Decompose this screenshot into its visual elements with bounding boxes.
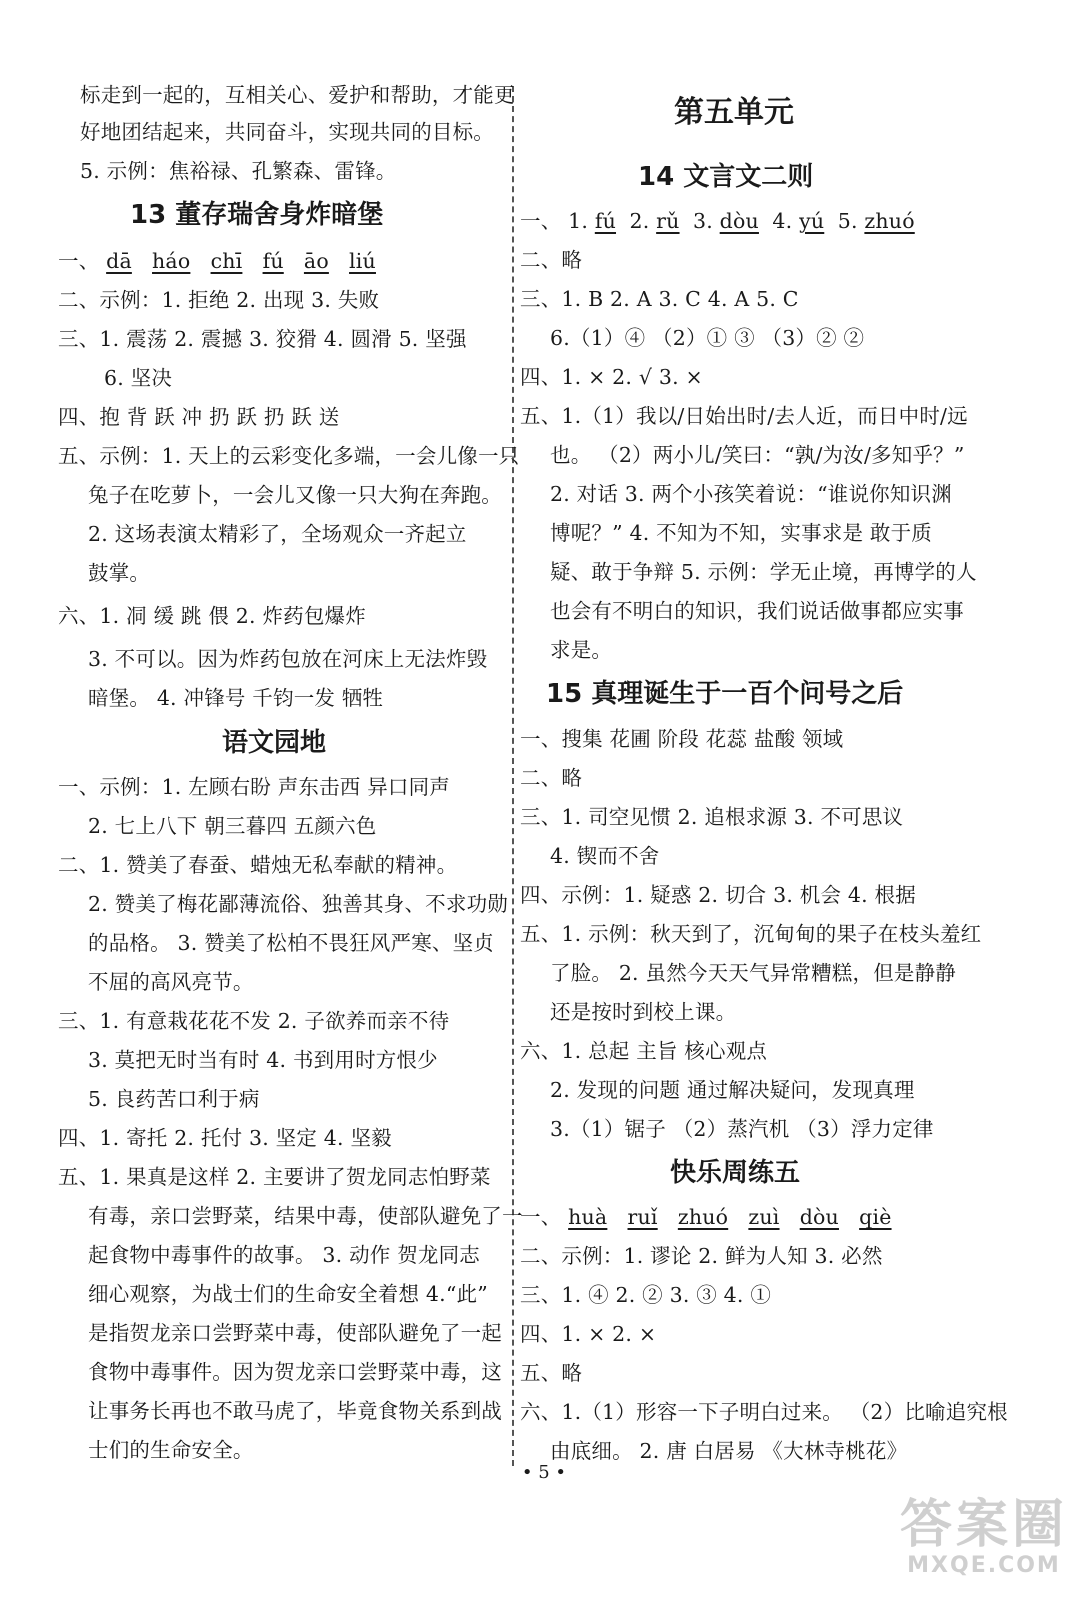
section-heading-weekly: 快乐周练五 xyxy=(670,1158,801,1188)
answer-row: 细心观察，为战士们的生命安全着想 4.“此” xyxy=(88,1282,488,1306)
answer-row: 的品格。 3. 赞美了松柏不畏狂风严寒、坚贞 xyxy=(88,931,494,955)
answer-row-pinyin xyxy=(58,246,376,276)
row-prefix: 一、 xyxy=(58,249,100,273)
pinyin: āo xyxy=(303,249,329,273)
answer-row: 三、1. 有意栽花花不发 2. 子欲养而亲不待 xyxy=(58,1009,450,1033)
section-heading-13: 13 董存瑞舍身炸暗堡 xyxy=(130,200,384,230)
answer-row: 四、抱 背 跃 冲 扔 跃 扔 跃 送 xyxy=(58,405,340,429)
answer-row-pinyin xyxy=(520,206,915,236)
answer-row: 一、搜集 花圃 阶段 花蕊 盐酸 领域 xyxy=(520,727,844,751)
answer-row: 四、1. × 2. × xyxy=(520,1322,657,1346)
item-number: 1. xyxy=(568,209,589,233)
pinyin: dā xyxy=(106,249,132,273)
answer-row: 三、1. ④ 2. ② 3. ③ 4. ① xyxy=(520,1283,772,1307)
answer-row: 2. 这场表演太精彩了，全场观众一齐起立 xyxy=(88,522,467,546)
answer-row: 2. 七上八下 朝三暮四 五颜六色 xyxy=(88,814,377,838)
pinyin: zhuó xyxy=(677,1205,729,1229)
section-heading-yuwen: 语文园地 xyxy=(222,728,327,758)
pinyin: dòu xyxy=(719,209,759,233)
answer-row: 二、略 xyxy=(520,766,583,790)
answer-row: 不屈的高风亮节。 xyxy=(88,970,254,994)
answer-row: 四、示例：1. 疑惑 2. 切合 3. 机会 4. 根据 xyxy=(520,883,916,907)
answer-row: 是指贺龙亲口尝野菜中毒，使部队避免了一起 xyxy=(88,1321,502,1345)
answer-row: 6. 坚决 xyxy=(104,366,173,390)
answer-row: 五、示例：1. 天上的云彩变化多端，一会儿像一只 xyxy=(58,444,520,468)
answer-row: 一、示例：1. 左顾右盼 声东击西 异口同声 xyxy=(58,775,451,799)
answer-row: 6.（1）④ （2）① ③ （3）② ② xyxy=(550,326,865,350)
answer-row: 三、1. 震荡 2. 震撼 3. 狡猾 4. 圆滑 5. 坚强 xyxy=(58,327,467,351)
section-heading-14: 14 文言文二则 xyxy=(638,162,814,192)
answer-row: 二、示例：1. 拒绝 2. 出现 3. 失败 xyxy=(58,288,380,312)
pinyin: zuì xyxy=(748,1205,780,1229)
answer-row: 有毒，亲口尝野菜，结果中毒，使部队避免了一 xyxy=(88,1204,523,1228)
row-prefix: 一、 xyxy=(520,209,562,233)
answer-row: 二、1. 赞美了春蚕、蜡烛无私奉献的精神。 xyxy=(58,853,458,877)
answer-row: 三、1. B 2. A 3. C 4. A 5. C xyxy=(520,287,799,311)
answer-row: 也。 （2）两小儿/笑曰：“孰/为汝/多知乎？” xyxy=(550,443,965,467)
answer-row: 4. 锲而不舍 xyxy=(550,844,660,868)
answer-row: 3. 莫把无时当有时 4. 书到用时方恨少 xyxy=(88,1048,438,1072)
item-number: 2. xyxy=(629,209,650,233)
pinyin: huà xyxy=(568,1205,608,1229)
answer-row: 食物中毒事件。因为贺龙亲口尝野菜中毒，这 xyxy=(88,1360,502,1384)
watermark-logo: 答案圈 xyxy=(899,1495,1068,1555)
answer-row: 暗堡。 4. 冲锋号 千钧一发 牺牲 xyxy=(88,686,384,710)
answer-row: 起食物中毒事件的故事。 3. 动作 贺龙同志 xyxy=(88,1243,481,1267)
answer-row: 5. 良药苦口利于病 xyxy=(88,1087,260,1111)
answer-row: 求是。 xyxy=(550,638,613,662)
answer-row: 五、1. 果真是这样 2. 主要讲了贺龙同志怕野菜 xyxy=(58,1165,491,1189)
answer-row: 博呢？” 4. 不知为不知，实事求是 敢于质 xyxy=(550,521,932,545)
watermark-url: MXQE.COM xyxy=(907,1553,1061,1578)
answer-row: 还是按时到校上课。 xyxy=(550,1000,737,1024)
answer-row: 五、1.（1）我以/日始出时/去人近，而日中时/远 xyxy=(520,404,968,428)
pinyin: fú xyxy=(594,209,617,233)
answer-row: 了脸。 2. 虽然今天天气异常糟糕，但是静静 xyxy=(550,961,956,985)
section-heading-15: 15 真理诞生于一百个问号之后 xyxy=(546,679,904,709)
answer-row: 五、1. 示例：秋天到了，沉甸甸的果子在枝头羞红 xyxy=(520,922,982,946)
text-line: 标走到一起的，互相关心、爱护和帮助，才能更 xyxy=(80,83,515,107)
answer-row: 六、1.（1）形容一下子明白过来。 （2）比喻追究根 xyxy=(520,1400,1008,1424)
row-prefix: 一、 xyxy=(520,1205,562,1229)
answer-row: 3. 不可以。因为炸药包放在河床上无法炸毁 xyxy=(88,647,488,671)
answer-row: 士们的生命安全。 xyxy=(88,1438,254,1462)
answer-row: 兔子在吃萝卜，一会儿又像一只大狗在奔跑。 xyxy=(88,483,502,507)
pinyin: fú xyxy=(262,249,284,273)
pinyin: liú xyxy=(349,249,376,273)
pinyin: zhuó xyxy=(864,209,915,233)
item-number: 4. xyxy=(772,209,793,233)
answer-row: 也会有不明白的知识，我们说话做事都应实事 xyxy=(550,599,964,623)
answer-row: 四、1. 寄托 2. 托付 3. 坚定 4. 坚毅 xyxy=(58,1126,392,1150)
answer-row: 六、1. 㓊 缓 跳 偎 2. 炸药包爆炸 xyxy=(58,604,366,628)
unit-title: 第五单元 xyxy=(674,95,794,130)
pinyin: háo xyxy=(152,249,191,273)
pinyin: dòu xyxy=(799,1205,839,1229)
answer-row-pinyin xyxy=(520,1202,892,1232)
page-number: • 5 • xyxy=(521,1462,567,1483)
answer-row: 由底细。 2. 唐 白居易 《大林寺桃花》 xyxy=(550,1439,908,1463)
item-number: 5. xyxy=(837,209,858,233)
answer-row: 鼓掌。 xyxy=(88,561,151,585)
text-line: 好地团结起来，共同奋斗，实现共同的目标。 xyxy=(80,120,494,144)
answer-row: 四、1. × 2. √ 3. × xyxy=(520,365,703,389)
pinyin: ruǐ xyxy=(627,1205,658,1229)
pinyin: chī xyxy=(210,249,243,273)
answer-row: 2. 赞美了梅花鄙薄流俗、独善其身、不求功勋 xyxy=(88,892,508,916)
column-divider xyxy=(512,86,514,1466)
answer-row: 2. 对话 3. 两个小孩笑着说：“谁说你知识渊 xyxy=(550,482,952,506)
pinyin: yú xyxy=(799,209,825,233)
answer-row: 五、略 xyxy=(520,1361,583,1385)
answer-row: 三、1. 司空见惯 2. 追根求源 3. 不可思议 xyxy=(520,805,904,829)
answer-row: 3.（1）锯子 （2）蒸汽机 （3）浮力定律 xyxy=(550,1117,934,1141)
pinyin: qiè xyxy=(859,1205,892,1229)
answer-row: 二、略 xyxy=(520,248,583,272)
answer-row: 2. 发现的问题 通过解决疑问，发现真理 xyxy=(550,1078,915,1102)
answer-row: 二、示例：1. 谬论 2. 鲜为人知 3. 必然 xyxy=(520,1244,883,1268)
text-line: 5. 示例：焦裕禄、孔繁森、雷锋。 xyxy=(80,159,397,183)
pinyin: rǔ xyxy=(656,209,680,233)
answer-row: 让事务长再也不敢马虎了，毕竟食物关系到战 xyxy=(88,1399,502,1423)
answer-row: 疑、敢于争辩 5. 示例：学无止境，再博学的人 xyxy=(550,560,977,584)
watermark xyxy=(900,1497,1068,1578)
item-number: 3. xyxy=(692,209,713,233)
answer-row: 六、1. 总起 主旨 核心观点 xyxy=(520,1039,768,1063)
